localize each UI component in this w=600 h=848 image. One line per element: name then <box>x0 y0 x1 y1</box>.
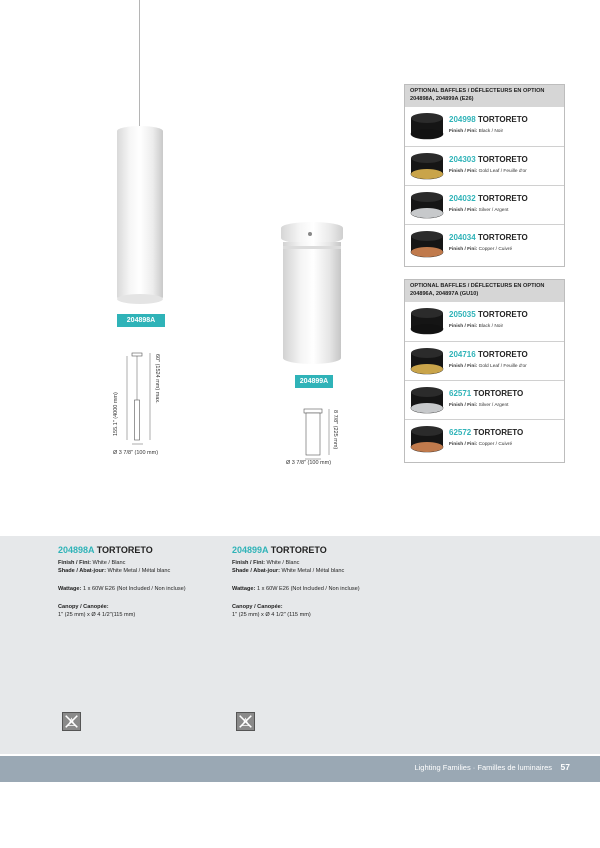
baffle-finish: Finish / Fini: Gold Leaf / Feuille d'or <box>449 169 527 174</box>
baffle-item <box>405 380 564 419</box>
baffle-code: 204998 TORTORETO <box>449 115 528 124</box>
spec-name: TORTORETO <box>270 545 327 555</box>
baffle-panel-gu10 <box>404 279 565 463</box>
pendant-dim-cord: 155.1" (4000 mm) <box>113 392 119 436</box>
baffle-heading-line2: 204896A, 204897A (GU10) <box>410 290 479 297</box>
baffle-panel-heading <box>405 85 564 107</box>
spec-title <box>58 545 228 555</box>
spec-block-204898a <box>58 545 228 619</box>
spec-block-204899a <box>232 545 402 619</box>
dry-location-icon <box>236 712 255 731</box>
baffle-item <box>405 185 564 224</box>
pendant-cord <box>139 0 140 128</box>
spec-finish: Finish / Fini: White / Blanc <box>232 560 300 566</box>
baffle-item <box>405 341 564 380</box>
ceiling-lamp-canopy <box>281 222 343 244</box>
spec-name: TORTORETO <box>96 545 153 555</box>
spec-canopy: 1" (25 mm) x Ø 4 1/2"(115 mm) <box>58 612 136 618</box>
baffle-image <box>409 385 445 415</box>
product-badge-204898a: 204898A <box>117 314 165 327</box>
baffle-finish: Finish / Fini: Black / Noir <box>449 129 504 134</box>
spec-code: 204899A <box>232 545 269 555</box>
baffle-code: 204303 TORTORETO <box>449 155 528 164</box>
baffle-image <box>409 306 445 336</box>
baffle-finish: Finish / Fini: Copper / Cuivré <box>449 442 513 447</box>
baffle-heading-line1: OPTIONAL BAFFLES / DÉFLECTEURS EN OPTION <box>410 88 545 94</box>
baffle-code: 204716 TORTORETO <box>449 350 528 359</box>
baffle-finish: Finish / Fini: Gold Leaf / Feuille d'or <box>449 364 527 369</box>
dry-location-icon <box>62 712 81 731</box>
ceiling-lamp-screw <box>308 232 312 236</box>
baffle-finish: Finish / Fini: Silver / Argent <box>449 208 509 213</box>
baffle-code: 205035 TORTORETO <box>449 310 528 319</box>
ceiling-lamp-image <box>283 242 341 364</box>
baffle-code: 204034 TORTORETO <box>449 233 528 242</box>
baffle-panel-e26 <box>404 84 565 267</box>
spec-canopy: 1" (25 mm) x Ø 4 1/2" (115 mm) <box>232 612 311 618</box>
baffle-image <box>409 111 445 141</box>
baffle-finish: Finish / Fini: Copper / Cuivré <box>449 247 513 252</box>
baffle-panel-heading <box>405 280 564 302</box>
page-number: 57 <box>560 762 570 772</box>
baffle-image <box>409 424 445 454</box>
spec-shade: Shade / Abat-jour: White Metal / Métal blanc <box>232 568 345 574</box>
baffle-finish: Finish / Fini: Black / Noir <box>449 324 504 329</box>
pendant-dim-width: Ø 3 7/8" (100 mm) <box>113 450 159 456</box>
baffle-item <box>405 419 564 458</box>
ceiling-dim-width: Ø 3 7/8" (100 mm) <box>286 460 332 466</box>
baffle-item <box>405 107 564 146</box>
baffle-code: 62571 TORTORETO <box>449 389 524 398</box>
footer-text: Lighting Families · Familles de luminaires <box>414 763 552 772</box>
pendant-dim-overall: 60" (1524 mm) max. <box>154 354 160 404</box>
product-badge-204899a: 204899A <box>295 375 333 388</box>
baffle-code: 204032 TORTORETO <box>449 194 528 203</box>
spec-canopy-label: Canopy / Canopée: <box>58 604 109 610</box>
baffle-image <box>409 229 445 259</box>
spec-wattage: Wattage: 1 x 60W E26 (Not Included / Non incluse) <box>58 586 186 592</box>
spec-wattage: Wattage: 1 x 60W E26 (Not Included / Non incluse) <box>232 586 360 592</box>
ceiling-dim-height: 8 7/8" (225 mm) <box>332 410 338 450</box>
pendant-lamp-bottom <box>117 294 163 304</box>
spec-code: 204898A <box>58 545 95 555</box>
baffle-item <box>405 302 564 341</box>
baffle-finish: Finish / Fini: Silver / Argent <box>449 403 509 408</box>
baffle-heading-line2: 204898A, 204899A (E26) <box>410 95 474 102</box>
baffle-code: 62572 TORTORETO <box>449 428 524 437</box>
baffle-image <box>409 346 445 376</box>
spec-finish: Finish / Fini: White / Blanc <box>58 560 126 566</box>
pendant-lamp-image <box>117 126 163 302</box>
spec-canopy-label: Canopy / Canopée: <box>232 604 283 610</box>
spec-shade: Shade / Abat-jour: White Metal / Métal blanc <box>58 568 171 574</box>
spec-title <box>232 545 402 555</box>
baffle-image <box>409 190 445 220</box>
pendant-dimension-drawing <box>118 348 168 448</box>
baffle-item <box>405 146 564 185</box>
baffle-item <box>405 224 564 263</box>
ceiling-lamp-joint <box>283 246 341 249</box>
baffle-image <box>409 151 445 181</box>
baffle-heading-line1: OPTIONAL BAFFLES / DÉFLECTEURS EN OPTION <box>410 283 545 289</box>
